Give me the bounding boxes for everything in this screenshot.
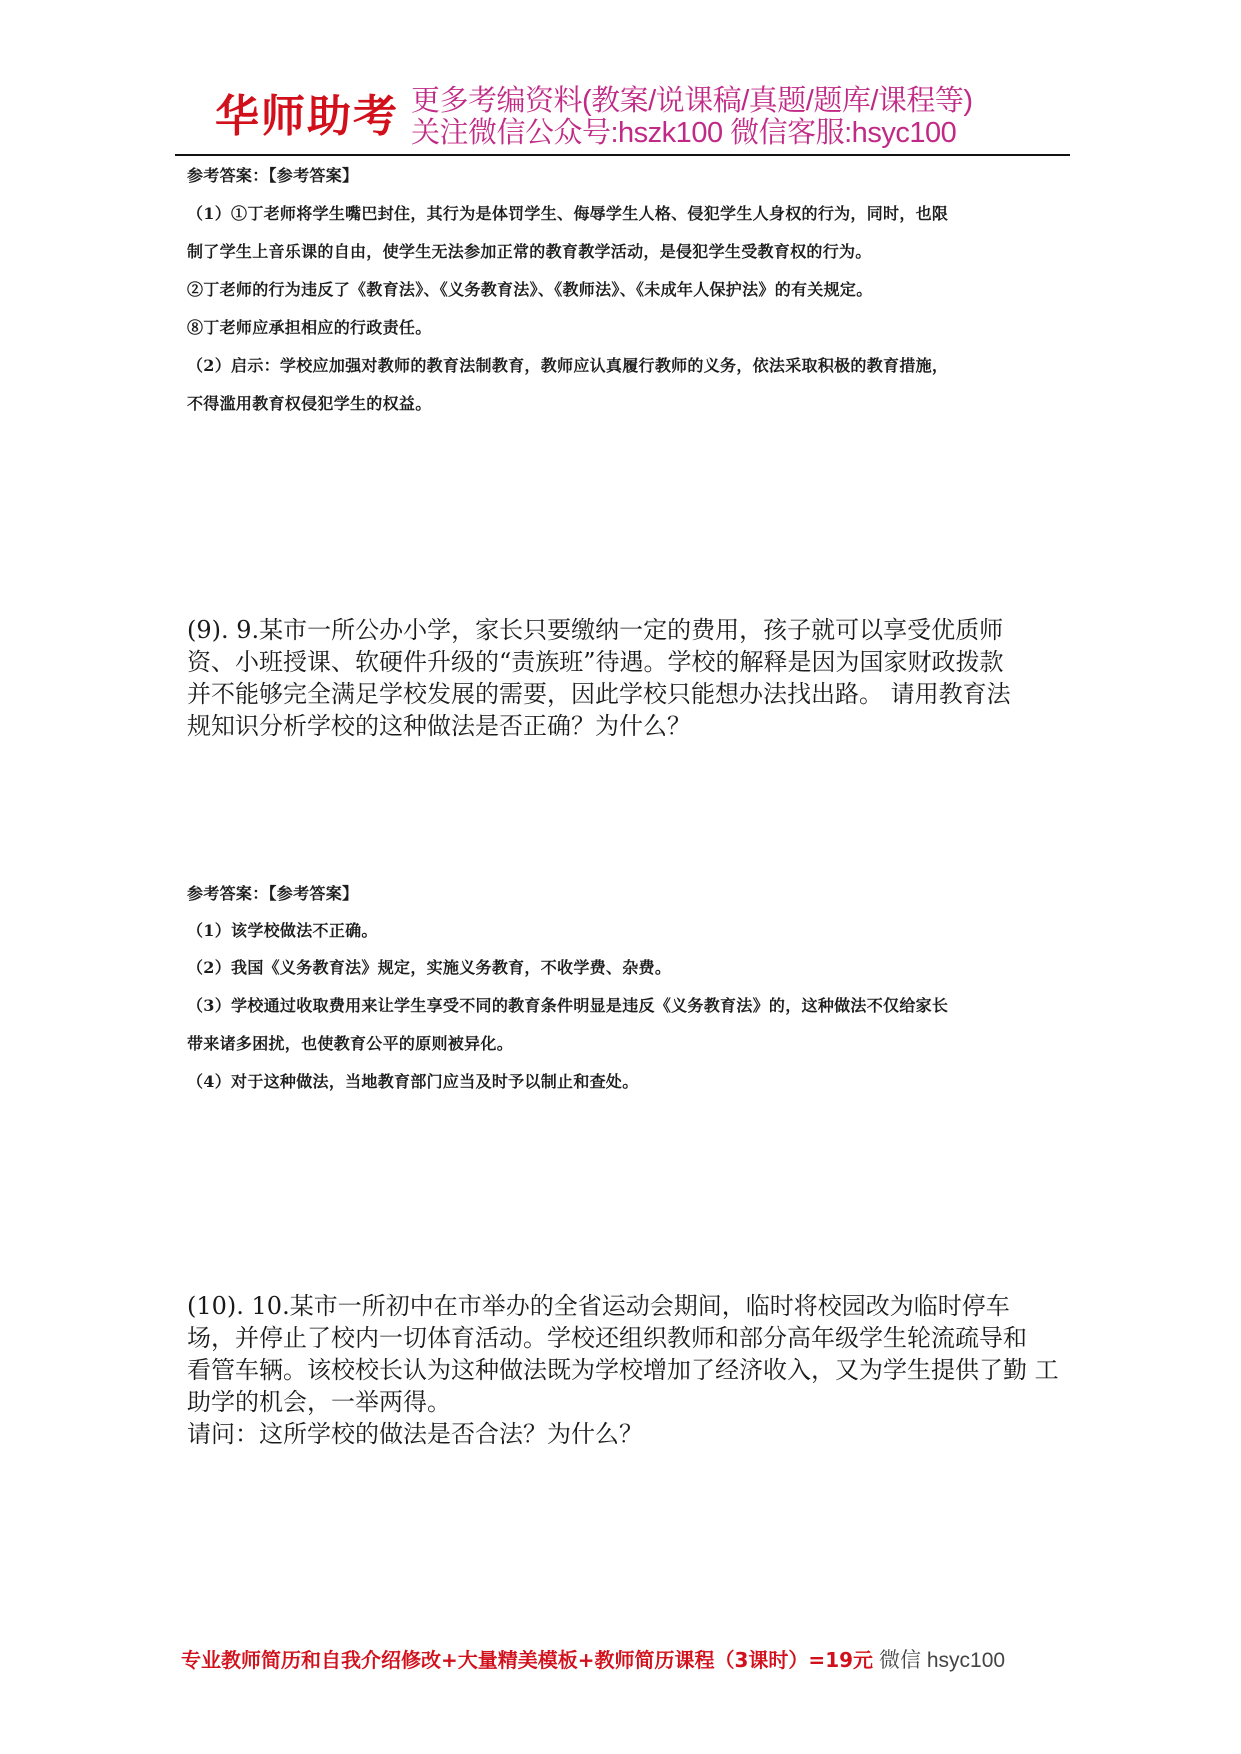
answer-line: 带来诸多困扰，也使教育公平的原则被异化。 xyxy=(187,1034,514,1053)
question-line: 看管车辆。该校校长认为这种做法既为学校增加了经济收入，又为学生提供了勤 工 xyxy=(187,1356,1059,1384)
header-banner xyxy=(215,82,973,152)
question-line: (10). 10.某市一所初中在市举办的全省运动会期间，临时将校园改为临时停车 xyxy=(187,1292,1010,1320)
banner-line-contact: 关注微信公众号:hszk100 微信客服:hsyc100 xyxy=(411,117,957,149)
answer-line: （1）该学校做法不正确。 xyxy=(187,921,378,940)
promo-text: 专业教师简历和自我介绍修改+大量精美模板+教师简历课程（3课时）=19元 xyxy=(181,1648,874,1672)
answer-line: 不得滥用教育权侵犯学生的权益。 xyxy=(187,394,432,413)
question-line: 并不能够完全满足学校发展的需要，因此学校只能想办法找出路。 请用教育法 xyxy=(187,680,1011,708)
question-line: 规知识分析学校的这种做法是否正确？为什么？ xyxy=(187,712,691,740)
answer-line: ⑧丁老师应承担相应的行政责任。 xyxy=(187,318,432,337)
promo-contact: 微信 hsyc100 xyxy=(879,1649,1006,1672)
banner-line-resources: 更多考编资料(教案/说课稿/真题/题库/课程等) xyxy=(411,85,973,117)
question-line: 请问：这所学校的做法是否合法？为什么？ xyxy=(187,1420,643,1448)
question-line: 场，并停止了校内一切体育活动。学校还组织教师和部分高年级学生轮流疏导和 xyxy=(187,1324,1027,1352)
question-line: 资、小班授课、软硬件升级的“责族班”待遇。学校的解释是因为国家财政拨款 xyxy=(187,648,1004,676)
answer-line: ②丁老师的行为违反了《教育法》、《义务教育法》、《教师法》、《未成年人保护法》的有关规定。 xyxy=(187,280,873,299)
answer-line: （3）学校通过收取费用来让学生享受不同的教育条件明显是违反《义务教育法》的，这种做法不仅给家长 xyxy=(187,996,949,1015)
question-line: 助学的机会，一举两得。 xyxy=(187,1388,451,1416)
banner-text xyxy=(411,85,973,149)
answer-line: （2）我国《义务教育法》规定，实施义务教育，不收学费、杂费。 xyxy=(187,958,672,977)
answer-line: （2）启示：学校应加强对教师的教育法制教育，教师应认真履行教师的义务，依法采取积极的教育措施， xyxy=(187,356,949,375)
question-10 xyxy=(187,1290,1067,1450)
question-line: (9). 9.某市一所公办小学，家长只要缴纳一定的费用，孩子就可以享受优质师 xyxy=(187,616,1004,644)
answer-line: （1）①丁老师将学生嘴巴封住，其行为是体罚学生、侮辱学生人格、侵犯学生人身权的行为，同时，也限 xyxy=(187,204,949,223)
footer-promo xyxy=(181,1647,1005,1675)
header-divider xyxy=(175,154,1070,156)
answer-line: （4）对于这种做法，当地教育部门应当及时予以制止和查处。 xyxy=(187,1072,639,1091)
answer-heading: 参考答案：【参考答案】 xyxy=(187,166,359,185)
brand-logo: 华师助考 xyxy=(215,91,399,142)
answer-heading: 参考答案：【参考答案】 xyxy=(187,884,359,903)
question-9 xyxy=(187,614,1067,742)
answer-line: 制了学生上音乐课的自由，使学生无法参加正常的教育教学活动，是侵犯学生受教育权的行为。 xyxy=(187,242,872,261)
